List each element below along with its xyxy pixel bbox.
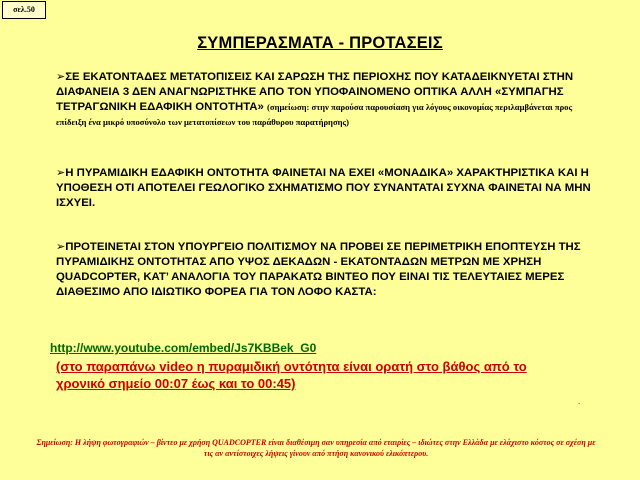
footer-note: Σημείωση: Η λήψη φωτογραφιών – βίντεο με χρήση QUADCOPTER είναι διαθέσιμη σαν υπηρεσία από εταιρίες – ιδιώτες στην Ελλάδα με ελάχιστο κόστος σε σχέση με τις αν αντίστοιχες λήψεις γίνουν από πτήση κανονικού ελικόπτερου. bbox=[36, 438, 596, 458]
paragraph-proposal bbox=[56, 240, 596, 300]
arrow-bullet-icon: ➢ bbox=[56, 71, 66, 83]
paragraph-conclusion-2 bbox=[56, 166, 596, 211]
paragraph-1-text: ΣΕ ΕΚΑΤΟΝΤΑΔΕΣ ΜΕΤΑΤΟΠΙΣΕΙΣ ΚΑΙ ΣΑΡΩΣΗ ΤΗΣ ΠΕΡΙΟΧΗΣ ΠΟΥ ΚΑΤΑΔΕΙΚΝΥΕΤΑΙ ΣΤΗΝ ΔΙΑΦΑΝΕΙΑ 3 ΔΕΝ ΑΝΑΓΝΩΡΙΣΤΗΚΕ ΑΠΟ ΤΟΝ ΥΠΟΦΑΙΝΟΜΕΝΟ ΟΠΤΙΚΑ ΑΛΛΗ «ΣΥΜΠΑΓΗΣ ΤΕΤΡΑΓΩΝΙΚΗ ΕΔΑΦΙΚΗ ΟΝΤΟΤΗΤΑ» bbox=[56, 71, 574, 113]
youtube-video-link[interactable]: http://www.youtube.com/embed/Js7KBBek_G0 bbox=[50, 341, 317, 355]
paragraph-3-text: ΠΡΟΤΕΙΝΕΤΑΙ ΣΤΟΝ ΥΠΟΥΡΓΕΙΟ ΠΟΛΙΤΙΣΜΟΥ ΝΑ ΠΡΟΒΕΙ ΣΕ ΠΕΡΙΜΕΤΡΙΚΗ ΕΠΟΠΤΕΥΣΗ ΤΗΣ ΠΥΡΑΜΙΔΙΚΗΣ ΟΝΤΟΤΗΤΑΣ ΑΠΟ ΥΨΟΣ ΔΕΚΑΔΩΝ - ΕΚΑΤΟΝΤΑΔΩΝ ΜΕΤΡΩΝ ΜΕ ΧΡΗΣΗ QUADCOPTER, ΚΑΤ’ ΑΝΑΛΟΓΙΑ ΤΟΥ ΠΑΡΑΚΑΤΩ ΒΙΝΤΕΟ ΠΟΥ ΕΙΝΑΙ ΤΙΣ ΤΕΛΕΥΤΑΙΕΣ ΜΕΡΕΣ ΔΙΑΘΕΣΙΜΟ ΑΠΟ ΙΔΙΩΤΙΚΟ ΦΟΡΕΑ ΓΙΑ ΤΟΝ ΛΟΦΟ ΚΑΣΤΑ: bbox=[56, 241, 581, 298]
slide-title: ΣΥΜΠΕΡΑΣΜΑΤΑ - ΠΡΟΤΑΣΕΙΣ bbox=[197, 34, 443, 52]
arrow-bullet-icon: ➢ bbox=[56, 167, 66, 179]
stray-mark: . bbox=[578, 397, 581, 406]
paragraph-2-text: Η ΠΥΡΑΜΙΔΙΚΗ ΕΔΑΦΙΚΗ ΟΝΤΟΤΗΤΑ ΦΑΙΝΕΤΑΙ ΝΑ ΕΧΕΙ «ΜΟΝΑΔΙΚΑ» ΧΑΡΑΚΤΗΡΙΣΤΙΚΑ ΚΑΙ Η ΥΠΟΘΕΣΗ ΟΤΙ ΑΠΟΤΕΛΕΙ ΓΕΩΛΟΓΙΚΟ ΣΧΗΜΑΤΙΣΜΟ ΠΟΥ ΣΥΝΑΝΤΑΤΑΙ ΣΥΧΝΑ ΦΑΙΝΕΤΑΙ ΝΑ ΜΗΝ ΙΣΧΥΕΙ. bbox=[56, 167, 591, 209]
page-number-badge: σελ.50 bbox=[2, 1, 46, 19]
arrow-bullet-icon: ➢ bbox=[56, 241, 66, 253]
paragraph-1-note: (σημείωση: στην παρούσα παρουσίαση για λόγους οικονομίας περιλαμβάνεται προς επίδειξη ένα μικρό υποσύνολο των μετατοπίσεων του παράθυρου παρατήρησης) bbox=[56, 102, 573, 127]
video-timestamp-note: (στο παραπάνω video η πυραμιδική οντότητα είναι ορατή στο βάθος από το χρονικό σημείο 00:07 έως και το 00:45) bbox=[56, 359, 527, 391]
paragraph-conclusion-1 bbox=[56, 70, 596, 130]
